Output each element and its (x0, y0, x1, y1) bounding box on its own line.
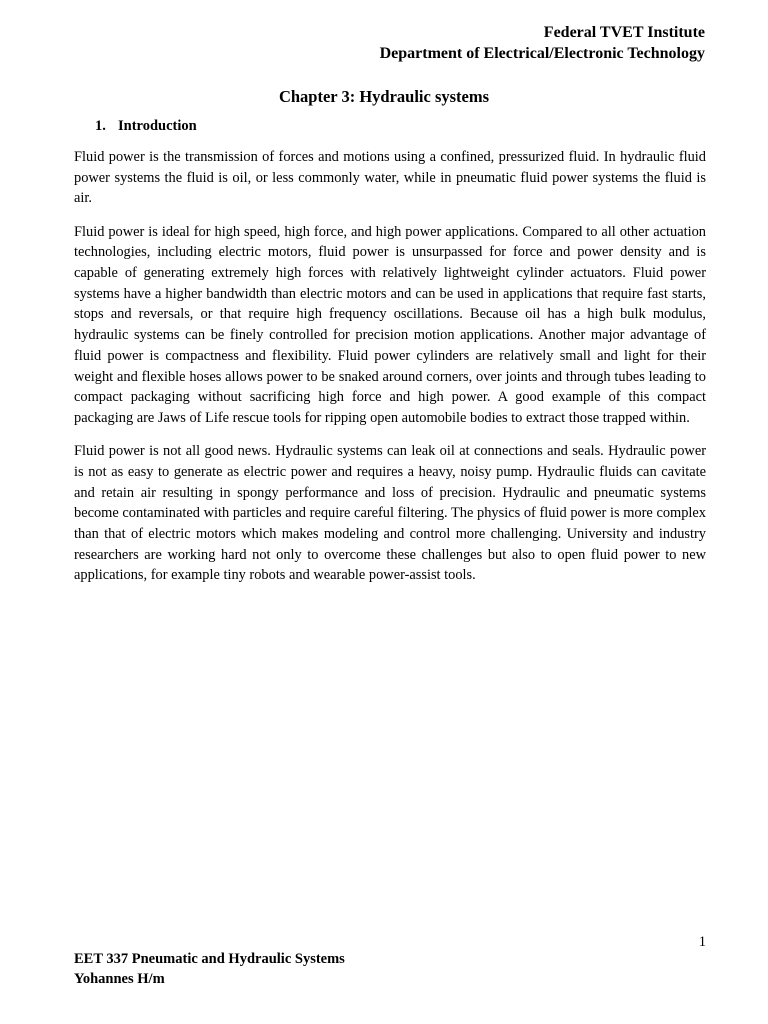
paragraph: Fluid power is ideal for high speed, high force, and high power applications. Compared to all other actuation technologies, including electric motors, fluid power is unsurpassed for force and power density and is capable of generating extremely high forces with relatively lightweight cylinder actuators. Fluid power systems have a higher bandwidth than electric motors and can be used in applications that require fast starts, stops and reversals, or that require high frequency oscillations. Because oil has a high bulk modulus, hydraulic systems can be finely controlled for precision motion applications. Another major advantage of fluid power is compactness and flexibility. Fluid power cylinders are relatively small and light for their weight and flexible hoses allows power to be snaked around corners, over joints and through tubes leading to compact packaging without sacrificing high force and high power. A good example of this compact packaging are Jaws of Life rescue tools for ripping open automobile bodies to extract those trapped within. (74, 223, 706, 426)
section-title: Introduction (118, 118, 197, 134)
author-name: Yohannes H/m (74, 970, 165, 987)
page-number: 1 (698, 934, 706, 950)
page-header (380, 22, 705, 64)
course-name: EET 337 Pneumatic and Hydraulic Systems (74, 951, 345, 967)
page-footer (74, 950, 345, 989)
section-number: 1. (95, 118, 106, 134)
paragraph: Fluid power is not all good news. Hydraulic systems can leak oil at connections and seals. Hydraulic power is not as easy to generate as electric power and requires a heavy, noisy pump. Hydraulic fluids can cavitate and retain air resulting in spongy performance and loss of precision. Hydraulic and pneumatic systems become contaminated with particles and require careful filtering. The physics of fluid power is more complex than that of electric motors which makes modeling and control more challenging. University and industry researchers are working hard not only to overcome these challenges but also to open fluid power to new applications, for example tiny robots and wearable power-assist tools. (74, 443, 706, 584)
department-name: Department of Electrical/Electronic Technology (379, 45, 705, 62)
body-text (74, 147, 706, 599)
paragraph: Fluid power is the transmission of forces and motions using a confined, pressurized fluid. In hydraulic fluid power systems the fluid is oil, or less commonly water, while in pneumatic fluid power systems the fluid is air. (74, 149, 706, 207)
institute-name: Federal TVET Institute (543, 24, 705, 41)
section-heading (95, 116, 197, 136)
chapter-title: Chapter 3: Hydraulic systems (278, 87, 490, 106)
